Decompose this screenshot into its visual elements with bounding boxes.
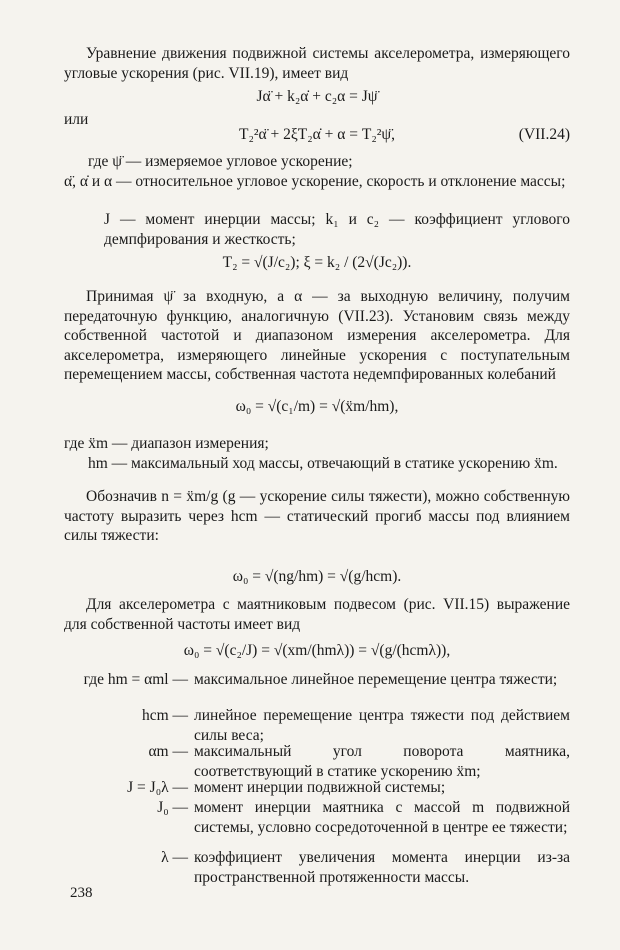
definition-symbol: αm — [148, 743, 188, 760]
or-word: или [64, 111, 89, 128]
definition-symbol: hcm — [141, 707, 188, 724]
where-1: где ψ̈ — измеряемое угловое ускорение; [88, 153, 353, 170]
definition-text: коэффициент увеличения момента инерции из-за пространственной протяженности массы. [194, 849, 570, 886]
definition-symbol: J = J₀λ — [127, 779, 188, 796]
equation-2: T₂²α̈ + 2ξT₂α̇ + α = T₂²ψ̈, [239, 126, 395, 143]
where-4: где ẍm — диапазон измерения; [64, 435, 269, 452]
definition-symbol: λ — [161, 849, 188, 866]
where-5: hm — максимальный ход массы, отвечающий в статике ускорению ẍm. [88, 455, 558, 472]
equation-2-number: (VII.24) [518, 126, 570, 143]
where-3: J — момент инерции массы; k₁ и c₂ — коэффициент углового демпфирования и жесткость; [104, 211, 570, 248]
equation-1: Jα̈ + k₂α̇ + c₂α = Jψ̈ [256, 88, 378, 105]
where-2: α̈, α̇ и α — относительное угловое ускорение, скорость и отклонение массы; [64, 173, 566, 190]
equation-3: T₂ = √(J/c₂); ξ = k₂ / (2√(Jc₂)). [222, 254, 412, 271]
equation-6: ω₀ = √(c₂/J) = √(xm/(hmλ)) = √(g/(hcmλ)), [183, 642, 451, 659]
paragraph-3: Обозначив n = ẍm/g (g — ускорение силы тяжести), можно собственную частоту выразить через hcm — статический прогиб массы под влиянием силы тяжести: [64, 488, 570, 544]
page-number: 238 [70, 885, 93, 901]
definition-symbol: J₀ — [157, 799, 188, 816]
definition-symbol: где hm = αml — [83, 671, 188, 688]
paragraph-2: Принимая ψ̈ за входную, а α — за выходную величину, получим передаточную функцию, аналогичную (VII.23). Установим связь между собственной частотой и диапазоном измерения акселерометра. Для акселерометра, измеряющего линейные ускорения с поступательным перемещением массы, собственная частота недемпфированных колебаний [64, 288, 570, 383]
definition-text: момент инерции подвижной системы; [194, 779, 446, 796]
definition-text: максимальный угол поворота маятника, соответствующий в статике ускорению ẍm; [194, 743, 570, 780]
definition-text: линейное перемещение центра тяжести под действием силы веса; [194, 707, 570, 744]
equation-5: ω₀ = √(ng/hm) = √(g/hcm). [232, 568, 402, 585]
paragraph-4: Для акселерометра с маятниковым подвесом (рис. VII.15) выражение для собственной частоты имеет вид [64, 596, 570, 633]
equation-4: ω₀ = √(c₁/m) = √(ẍm/hm), [235, 398, 399, 415]
definition-text: максимальное линейное перемещение центра тяжести; [194, 671, 558, 688]
paragraph-1: Уравнение движения подвижной системы акселерометра, измеряющего угловые ускорения (рис. VII.19), имеет вид [64, 45, 570, 82]
definition-text: момент инерции маятника с массой m подвижной системы, условно сосредоточенной в центре ее тяжести; [194, 799, 570, 836]
